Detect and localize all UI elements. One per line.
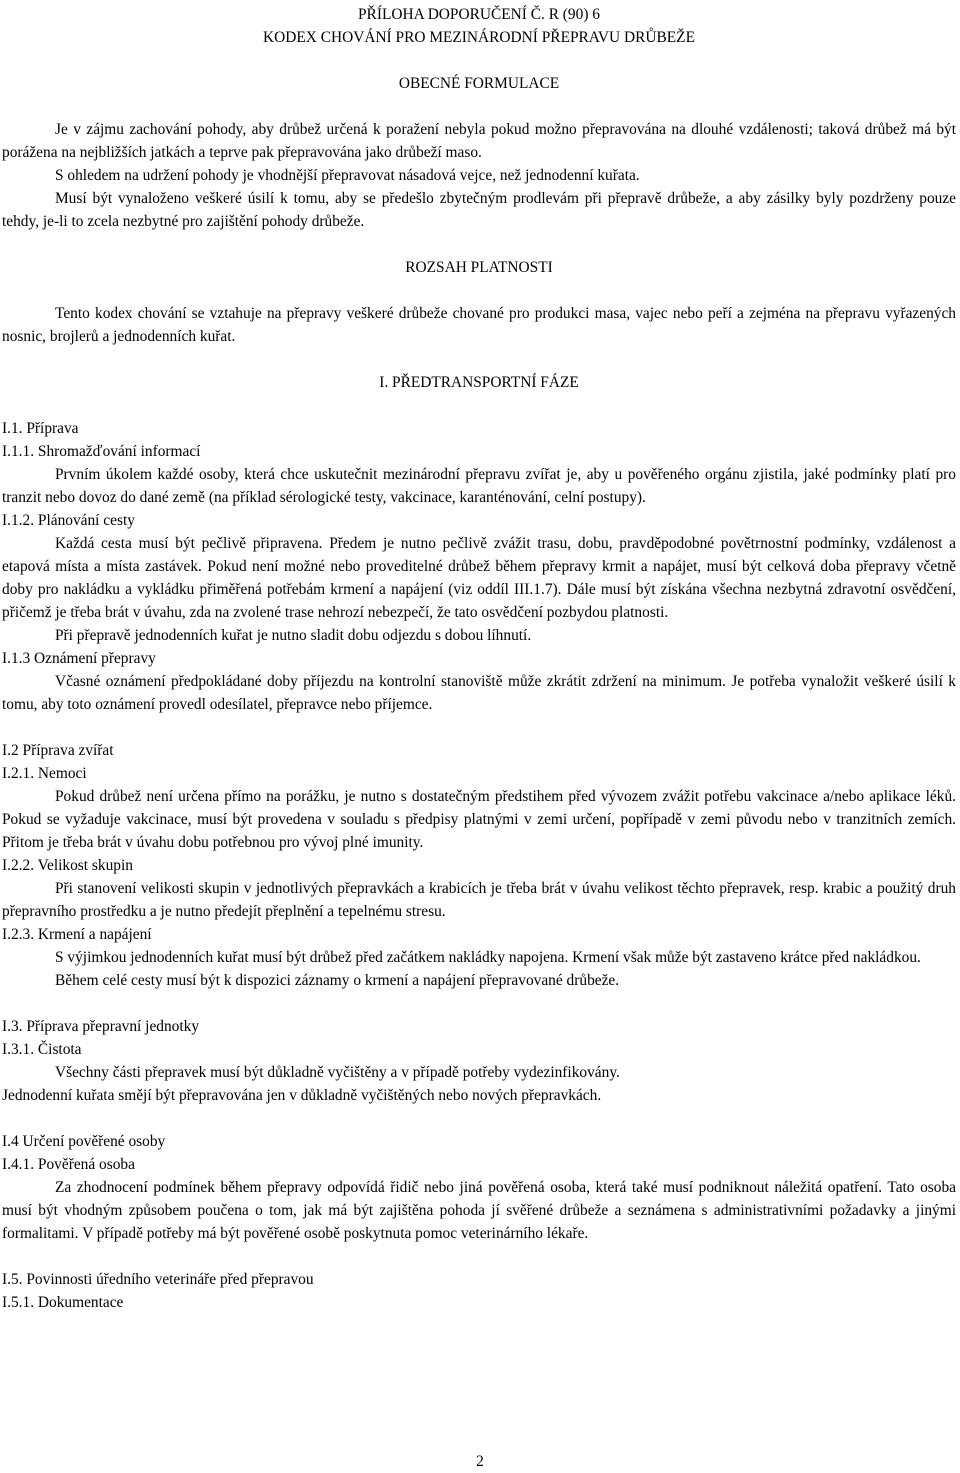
rozsah-paragraph-1: Tento kodex chování se vztahuje na přepravy veškeré drůbeže chované pro produkci masa, vajec nebo peří a zejména na přepravu vyřazených nosnic, brojlerů a jednodenních kuřat. [2,305,956,345]
section-i13-paragraph: Včasné oznámení předpokládané doby příjezdu na kontrolní stanoviště může zkrátit zdržení na minimum. Je potřeba vynaložit veškeré úsilí k tomu, aby toto oznámení provedl odesílatel, přepravce nebo příjemce. [2,673,956,713]
obecne-paragraph-1: Je v zájmu zachování pohody, aby drůbež určená k poražení nebyla pokud možno přepravována na dlouhé vzdálenosti; taková drůbež má být porážena na nejbližších jatkách a teprve pak přepravována jako drůbeží maso. [2,121,956,161]
obecne-paragraph-3: Musí být vynaloženo veškeré úsilí k tomu, aby se předešlo zbytečným prodlevám při přepravě drůbeže, a aby zásilky byly pozdrženy pouze tehdy, je-li to zcela nezbytné pro zajištění pohody drůbeže. [2,190,956,230]
section-i11-heading: I.1.1. Shromažďování informací [2,443,201,460]
section-i31-heading: I.3.1. Čistota [2,1041,82,1058]
obecne-paragraph-2: S ohledem na udržení pohody je vhodnější přepravovat násadová vejce, než jednodenní kuřata. [55,167,640,184]
section-i3-heading: I.3. Příprava přepravní jednotky [2,1018,200,1035]
section-i2-heading: I.2 Příprava zvířat [2,742,114,759]
page-number: 2 [476,1453,484,1470]
section-i23-paragraph-2: Během celé cesty musí být k dispozici záznamy o krmení a napájení přepravované drůbeže. [55,972,620,989]
header [2,3,956,49]
header-line-2: KODEX CHOVÁNÍ PRO MEZINÁRODNÍ PŘEPRAVU DRŮBEŽE [263,29,695,46]
heading-predtransportni-faze: I. PŘEDTRANSPORTNÍ FÁZE [379,374,579,391]
document-page [2,0,956,1314]
section-i31-paragraph-1: Všechny části přepravek musí být důkladně vyčištěny a v případě potřeby vydezinfikovány. [55,1064,620,1081]
section-i21-paragraph: Pokud drůbež není určena přímo na porážku, je nutno s dostatečným předstihem před vývozem zvážit potřebu vakcinace a/nebo aplikace léků. Pokud se vyžaduje vakcinace, musí být provedena v souladu s předpisy platnými v zemi určení, popřípadě v zemi původu nebo v tranzitních zemích. Přitom je třeba brát v úvahu dobu potřebnou pro vývoj plné imunity. [2,788,956,851]
section-i5-heading: I.5. Povinnosti úředního veterináře před přepravou [2,1271,314,1288]
section-i1-heading: I.1. Příprava [2,420,79,437]
section-i23-paragraph-1: S výjimkou jednodenních kuřat musí být drůbež před začátkem nakládky napojena. Krmení však může být zastaveno krátce před nakládkou. [55,949,921,966]
section-i12-paragraph-1: Každá cesta musí být pečlivě připravena. Předem je nutno pečlivě zvážit trasu, dobu, pravděpodobné povětrnostní podmínky, vzdálenost a etapová místa a místa zastávek. Pokud není možné nebo proveditelné drůbež během přepravy krmit a napájet, musí být celková doba přepravy včetně doby pro nakládku a vykládku přiměřená potřebám krmení a napájení (viz oddíl III.1.7). Dále musí být získána všechna nezbytná zdravotní osvědčení, přičemž je třeba brát v úvahu, zda na zvolené trase nehrozí nebezpečí, že tato osvědčení pozbydou platnosti. [2,535,956,621]
section-i13-heading: I.1.3 Oznámení přepravy [2,650,156,667]
header-line-1: PŘÍLOHA DOPORUČENÍ Č. R (90) 6 [358,6,600,23]
section-i22-paragraph: Při stanovení velikosti skupin v jednotlivých přepravkách a krabicích je třeba brát v úvahu velikost těchto přepravek, resp. krabic a použitý druh přepravního prostředku a je nutno předejít přeplnění a tepelnému stresu. [2,880,956,920]
section-i12-paragraph-2: Při přepravě jednodenních kuřat je nutno sladit dobu odjezdu s dobou líhnutí. [55,627,532,644]
section-i41-heading: I.4.1. Pověřená osoba [2,1156,135,1173]
heading-rozsah-platnosti: ROZSAH PLATNOSTI [405,259,553,276]
heading-obecne-formulace: OBECNÉ FORMULACE [398,75,560,92]
section-i4-heading: I.4 Určení pověřené osoby [2,1133,166,1150]
section-i12-heading: I.1.2. Plánování cesty [2,512,135,529]
section-i21-heading: I.2.1. Nemoci [2,765,87,782]
section-i23-heading: I.2.3. Krmení a napájení [2,926,152,943]
section-i51-heading: I.5.1. Dokumentace [2,1294,124,1311]
section-i41-paragraph: Za zhodnocení podmínek během přepravy odpovídá řidič nebo jiná pověřená osoba, která také musí podniknout náležitá opatření. Tato osoba musí být vhodným způsobem poučena o tom, jak má být zajištěna pohoda jí svěřené drůbeže a seznámena s administrativními požadavky a jinými formalitami. V případě potřeby má být pověřené osobě poskytnuta pomoc veterinárního lékaře. [2,1179,956,1242]
section-i11-paragraph: Prvním úkolem každé osoby, která chce uskutečnit mezinárodní přepravu zvířat je, aby u pověřeného orgánu zjistila, jaké podmínky platí pro tranzit nebo dovoz do dané země (na příklad sérologické testy, vakcinace, karanténování, celní postupy). [2,466,956,506]
section-i22-heading: I.2.2. Velikost skupin [2,857,133,874]
section-i31-paragraph-2: Jednodenní kuřata smějí být přepravována jen v důkladně vyčištěných nebo nových přepravkách. [2,1087,602,1104]
